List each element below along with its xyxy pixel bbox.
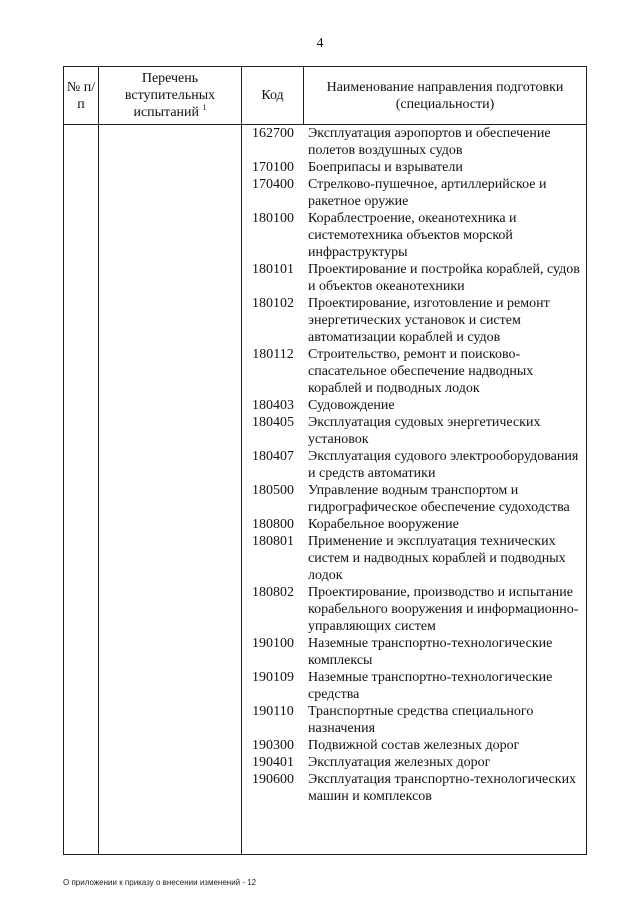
specialty-code: 170400 — [252, 177, 294, 192]
specialty-name: Эксплуатация транспортно-технологических машин и комплексов — [308, 772, 577, 804]
specialty-name: Строительство, ремонт и поисково-спасательное обеспечение надводных кораблей и подводных лодок — [308, 347, 534, 396]
specialty-code: 180500 — [252, 483, 294, 498]
specialty-code: 180405 — [252, 415, 294, 430]
specialties-table — [63, 66, 587, 855]
tests-cell — [99, 125, 242, 855]
specialty-name: Проектирование и постройка кораблей, судов и объектов океанотехники — [308, 262, 580, 294]
specialty-code: 190300 — [252, 738, 294, 753]
table-row — [242, 261, 586, 295]
specialty-code: 180407 — [252, 449, 294, 464]
header-tests — [99, 67, 242, 125]
table-row — [242, 516, 586, 533]
table-row — [242, 635, 586, 669]
specialty-name: Эксплуатация аэропортов и обеспечение полетов воздушных судов — [308, 126, 551, 158]
specialty-name: Проектирование, производство и испытание корабельного вооружения и информационно-управляющих систем — [308, 585, 579, 634]
header-code — [242, 67, 304, 125]
table-row — [242, 125, 586, 159]
specialty-code: 180801 — [252, 534, 294, 549]
table-row — [242, 414, 586, 448]
page-number: 4 — [316, 36, 324, 51]
specialty-code: 180112 — [252, 347, 294, 362]
entries-list — [242, 125, 586, 805]
specialty-name: Боеприпасы и взрыватели — [308, 160, 463, 175]
header-name — [304, 67, 587, 125]
specialty-code: 190110 — [252, 704, 294, 719]
table-row — [242, 771, 586, 805]
table-row — [242, 159, 586, 176]
specialty-code: 180100 — [252, 211, 294, 226]
number-cell — [64, 125, 99, 855]
header-code-label: Код — [261, 88, 284, 103]
table-row — [242, 346, 586, 397]
specialty-code: 180800 — [252, 517, 294, 532]
specialty-code: 190600 — [252, 772, 294, 787]
table-row — [242, 533, 586, 584]
specialty-name: Судовождение — [308, 398, 395, 413]
table-row — [242, 669, 586, 703]
table-row — [242, 397, 586, 414]
specialty-name: Подвижной состав железных дорог — [308, 738, 520, 753]
specialty-code: 170100 — [252, 160, 294, 175]
specialty-name: Транспортные средства специального назначения — [308, 704, 534, 736]
specialty-code: 180101 — [252, 262, 294, 277]
specialty-code: 180403 — [252, 398, 294, 413]
specialty-name: Проектирование, изготовление и ремонт энергетических установок и систем автоматизации кораблей и судов — [308, 296, 550, 345]
entries-cell — [242, 125, 587, 855]
specialty-name: Стрелково-пушечное, артиллерийское и ракетное оружие — [308, 177, 547, 209]
header-number — [64, 67, 99, 125]
specialty-code: 180802 — [252, 585, 294, 600]
table-row — [242, 448, 586, 482]
table-row — [242, 176, 586, 210]
specialty-code: 190401 — [252, 755, 294, 770]
table-row — [242, 482, 586, 516]
specialty-name: Корабельное вооружение — [308, 517, 459, 532]
table-row — [242, 754, 586, 771]
specialty-name: Наземные транспортно-технологические средства — [308, 670, 553, 702]
table-row — [242, 737, 586, 754]
table-row — [242, 295, 586, 346]
specialty-code: 180102 — [252, 296, 294, 311]
table-header-row — [64, 67, 587, 125]
specialty-name: Кораблестроение, океанотехника и системотехника объектов морской инфраструктуры — [308, 211, 517, 260]
specialty-name: Наземные транспортно-технологические комплексы — [308, 636, 553, 668]
footnote-marker: 1 — [202, 103, 207, 112]
specialty-name: Эксплуатация судового электрооборудования и средств автоматики — [308, 449, 579, 481]
table-body-row — [64, 125, 587, 855]
specialty-code: 190100 — [252, 636, 294, 651]
header-name-label: Наименование направления подготовки (специальности) — [326, 79, 564, 112]
footer-note: О приложении к приказу о внесении изменений - 12 — [63, 878, 257, 887]
table-row — [242, 703, 586, 737]
table-row — [242, 210, 586, 261]
specialty-code: 190109 — [252, 670, 294, 685]
header-number-label: № п/п — [66, 79, 96, 112]
specialty-name: Управление водным транспортом и гидрографическое обеспечение судоходства — [308, 483, 570, 515]
table-row — [242, 584, 586, 635]
specialty-code: 162700 — [252, 126, 294, 141]
specialty-name: Эксплуатация судовых энергетических установок — [308, 415, 541, 447]
specialty-name: Применение и эксплуатация технических систем и надводных кораблей и подводных лодок — [308, 534, 566, 583]
specialty-name: Эксплуатация железных дорог — [308, 755, 491, 770]
header-tests-label: Перечень вступительных испытаний — [124, 71, 216, 120]
